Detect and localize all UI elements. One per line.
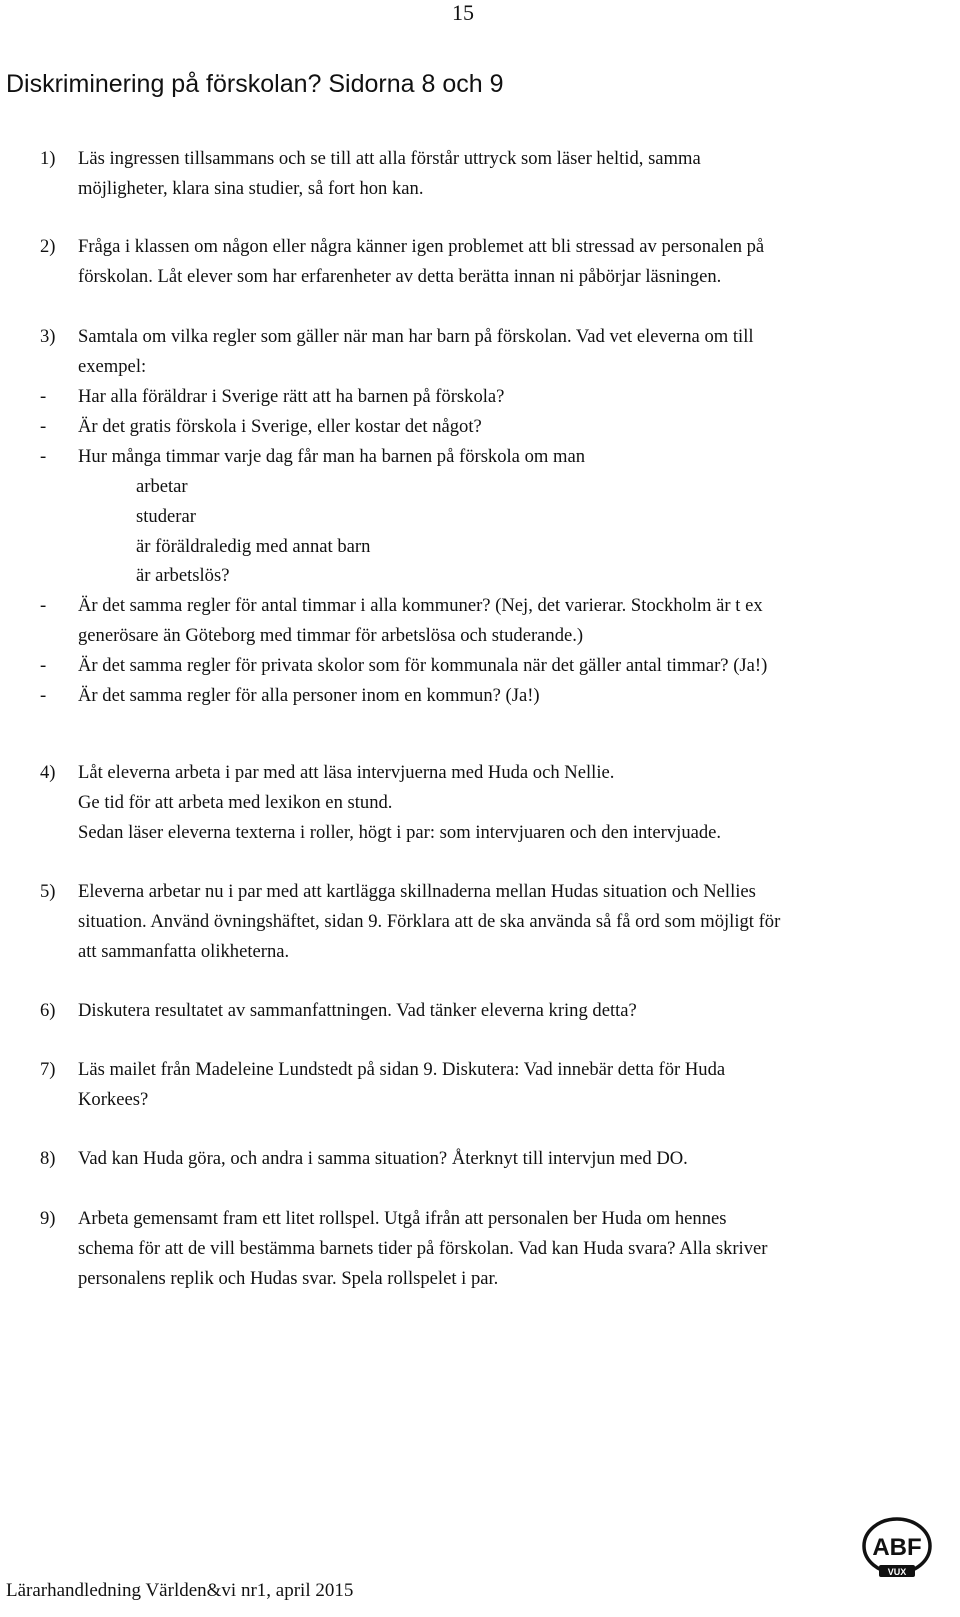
item-text: Läs ingressen tillsammans och se till att alla förstår uttryck som läser heltid, samma bbox=[78, 148, 701, 169]
item-number: 5) bbox=[40, 881, 56, 902]
sub-item: studerar bbox=[136, 506, 196, 527]
item-text: möjligheter, klara sina studier, så fort hon kan. bbox=[78, 178, 424, 199]
sub-item: arbetar bbox=[136, 476, 188, 497]
item-number: 3) bbox=[40, 326, 56, 347]
bullet-text: Är det samma regler för antal timmar i alla kommuner? (Nej, det varierar. Stockholm är t ex bbox=[78, 595, 763, 616]
item-text: situation. Använd övningshäftet, sidan 9. Förklara att de ska använda så få ord som möjligt för bbox=[78, 911, 781, 932]
bullet-text: Är det samma regler för alla personer inom en kommun? (Ja!) bbox=[78, 685, 540, 706]
page-number: 15 bbox=[452, 0, 474, 25]
item-text: Ge tid för att arbeta med lexikon en stund. bbox=[78, 792, 393, 813]
item-text: Korkees? bbox=[78, 1089, 149, 1110]
item-text: personalens replik och Hudas svar. Spela rollspelet i par. bbox=[78, 1268, 499, 1289]
bullet-text: Är det samma regler för privata skolor som för kommunala när det gäller antal timmar? (Ja!) bbox=[78, 655, 768, 676]
item-text: förskolan. Låt elever som har erfarenheter av detta berätta innan ni påbörjar läsningen. bbox=[78, 266, 722, 287]
logo-subtext: VUX bbox=[887, 1567, 907, 1577]
item-text: att sammanfatta olikheterna. bbox=[78, 941, 290, 962]
item-number: 2) bbox=[40, 236, 56, 257]
item-number: 4) bbox=[40, 762, 56, 783]
dash-marker: - bbox=[40, 386, 47, 407]
item-number: 6) bbox=[40, 1000, 56, 1021]
item-text: Diskutera resultatet av sammanfattningen. Vad tänker eleverna kring detta? bbox=[78, 1000, 637, 1021]
footer: Lärarhandledning Världen&vi nr1, april 2015 bbox=[6, 1580, 354, 1601]
item-number: 9) bbox=[40, 1208, 56, 1229]
item-number: 7) bbox=[40, 1059, 56, 1080]
item-text: Arbeta gemensamt fram ett litet rollspel. Utgå ifrån att personalen ber Huda om hennes bbox=[78, 1208, 727, 1229]
item-text: Läs mailet från Madeleine Lundstedt på sidan 9. Diskutera: Vad innebär detta för Huda bbox=[78, 1059, 726, 1080]
item-text: Vad kan Huda göra, och andra i samma situation? Återknyt till intervjun med DO. bbox=[78, 1148, 688, 1169]
bullet-text: Har alla föräldrar i Sverige rätt att ha barnen på förskola? bbox=[78, 386, 505, 407]
dash-marker: - bbox=[40, 446, 47, 467]
bullet-text: Är det gratis förskola i Sverige, eller kostar det något? bbox=[78, 416, 482, 437]
dash-marker: - bbox=[40, 685, 47, 706]
item-number: 8) bbox=[40, 1148, 56, 1169]
item-number: 1) bbox=[40, 148, 56, 169]
dash-marker: - bbox=[40, 655, 47, 676]
dash-marker: - bbox=[40, 416, 47, 437]
logo-text: ABF bbox=[872, 1534, 922, 1561]
item-text: Låt eleverna arbeta i par med att läsa intervjuerna med Huda och Nellie. bbox=[78, 762, 615, 783]
item-text: Fråga i klassen om någon eller några känner igen problemet att bli stressad av personalen på bbox=[78, 236, 765, 257]
page-title: Diskriminering på förskolan? Sidorna 8 och 9 bbox=[6, 70, 504, 98]
dash-marker: - bbox=[40, 595, 47, 616]
item-text: Samtala om vilka regler som gäller när man har barn på förskolan. Vad vet eleverna om till bbox=[78, 326, 754, 347]
abf-logo bbox=[862, 1516, 932, 1580]
sub-item: är arbetslös? bbox=[136, 565, 230, 586]
item-text: exempel: bbox=[78, 356, 147, 377]
item-text: schema för att de vill bestämma barnets tider på förskolan. Vad kan Huda svara? Alla skriver bbox=[78, 1238, 768, 1259]
sub-item: är föräldraledig med annat barn bbox=[136, 536, 371, 557]
item-text: Sedan läser eleverna texterna i roller, högt i par: som intervjuaren och den intervjuade. bbox=[78, 822, 722, 843]
item-text: Eleverna arbetar nu i par med att kartlägga skillnaderna mellan Hudas situation och Nellies bbox=[78, 881, 756, 902]
bullet-text: Hur många timmar varje dag får man ha barnen på förskola om man bbox=[78, 446, 586, 467]
bullet-text: generösare än Göteborg med timmar för arbetslösa och studerande.) bbox=[78, 625, 584, 646]
